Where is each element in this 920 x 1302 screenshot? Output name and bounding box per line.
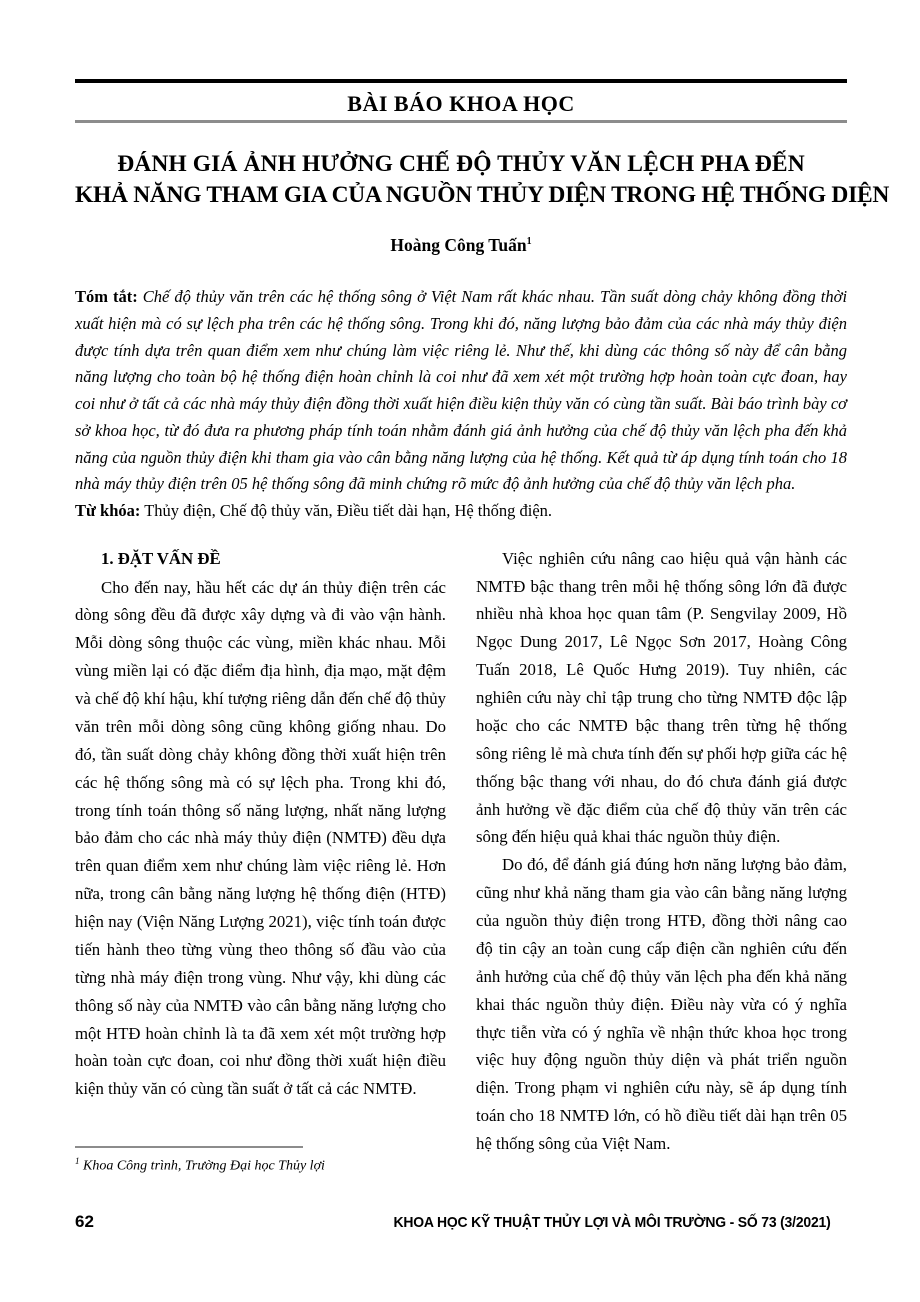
page-title <box>75 149 889 211</box>
header-rule-bottom <box>75 120 847 123</box>
author-affiliation-marker: 1 <box>526 236 532 248</box>
keywords-text: Thủy điện, Chế độ thủy văn, Điều tiết dài hạn, Hệ thống điện. <box>144 500 553 520</box>
section-heading-1: 1. ĐẶT VẤN ĐỀ <box>101 548 221 568</box>
abstract-block <box>75 284 847 498</box>
title-line-2: KHẢ NĂNG THAM GIA CỦA NGUỒN THỦY DIỆN TRONG HỆ THỐNG DIỆN <box>75 182 889 209</box>
author-byline <box>75 235 847 256</box>
page-content <box>75 0 889 1158</box>
footnote-marker: 1 <box>75 1156 80 1166</box>
footnote <box>75 1155 446 1176</box>
author-name: Hoàng Công Tuấn <box>390 235 527 256</box>
abstract-label: Tóm tắt: <box>75 287 138 307</box>
body-columns <box>75 545 847 1158</box>
paragraph-right-1: Việc nghiên cứu nâng cao hiệu quả vận hành các NMTĐ bậc thang trên mỗi hệ thống sông lớn đã được nhiều nhà khoa học quan tâm (P. Sengvilay 2009, Hồ Ngọc Dung 2017, Lê Ngọc Sơn 2017, Hoàng Công Tuấn 2018, Lê Quốc Hưng 2019). Tuy nhiên, các nghiên cứu này chỉ tập trung cho từng NMTĐ độc lập hoặc cho các NMTĐ bậc thang trên từng hệ thống sông riêng lẻ mà chưa tính đến sự phối hợp giữa các hệ thống bậc thang với nhau, do đó chưa đánh giá được ảnh hưởng về đặc điểm của chế độ thủy văn trên các sông đến hiệu quả khai thác nguồn thủy điện. <box>476 548 847 847</box>
footnote-area <box>75 1146 446 1176</box>
journal-banner: BÀI BÁO KHOA HỌC <box>347 91 575 116</box>
column-left <box>75 545 446 1158</box>
page-footer <box>75 1212 847 1232</box>
page-number: 62 <box>75 1212 94 1231</box>
paragraph-left-1: Cho đến nay, hầu hết các dự án thủy điện trên các dòng sông đều đã được xây dựng và đi vào vận hành. Mỗi dòng sông thuộc các vùng, miền khác nhau. Mỗi vùng miền lại có đặc điểm địa hình, địa mạo, mặt đệm và chế độ khí hậu, khí tượng riêng dẫn đến chế độ thủy văn trên mỗi dòng sông cũng không giống nhau. Do đó, tần suất dòng chảy không đồng thời xuất hiện trên các hệ thống sông mà có sự lệch pha. Trong khi đó, trong tính toán thông số năng lượng, nhất năng lượng bảo đảm cho các nhà máy thủy điện (NMTĐ) đều dựa trên quan điểm xem như chúng làm việc riêng lẻ. Hơn nữa, trong cân bằng năng lượng hệ thống điện (HTĐ) hiện nay (Viện Năng Lượng 2021), việc tính toán được tiến hành theo từng vùng theo thông số đầu vào của từng nhà máy điện trong vùng. Như vậy, khi dùng các thông số này của NMTĐ vào cân bằng năng lượng cho một HTĐ hoàn chỉnh là ta đã xem xét một trường hợp hoàn toàn cực đoan, coi như đồng thời xuất hiện điều kiện thủy văn có cùng tần suất ở tất cả các NMTĐ. <box>75 577 446 1099</box>
keywords-block <box>75 498 847 525</box>
keywords-label: Từ khóa: <box>75 500 141 520</box>
footnote-text: Khoa Công trình, Trường Đại học Thủy lợi <box>83 1158 325 1174</box>
title-line-1: ĐÁNH GIÁ ẢNH HƯỞNG CHẾ ĐỘ THỦY VĂN LỆCH PHA ĐẾN <box>117 151 805 178</box>
footer-journal-line: KHOA HỌC KỸ THUẬT THỦY LỢI VÀ MÔI TRƯỜNG - SỐ 73 (3/2021) <box>393 1214 831 1231</box>
paragraph-right-2: Do đó, để đánh giá đúng hơn năng lượng bảo đảm, cũng như khả năng tham gia vào cân bằng năng lượng của nguồn thủy điện trong HTĐ, đồng thời nâng cao độ tin cậy an toàn cung cấp điện cần nghiên cứu đến ảnh hưởng của chế độ thủy văn lệch pha đến khả năng khai thác nguồn thủy điện. Điều này vừa có ý nghĩa thực tiễn vừa có ý nghĩa về nhận thức khoa học trong việc huy động nguồn thủy diện và phát triển nguồn diện. Trong phạm vi nghiên cứu này, sẽ áp dụng tính toán cho 18 NMTĐ lớn, có hồ điều tiết dài hạn trên 05 hệ thống sông của Việt Nam. <box>476 855 847 1154</box>
abstract-text: Chế độ thủy văn trên các hệ thống sông ở Việt Nam rất khác nhau. Tần suất dòng chảy không đồng thời xuất hiện mà có sự lệch pha trên các hệ thống sông. Trong khi đó, năng lượng bảo đảm của các nhà máy thủy điện được tính dựa trên quan điểm xem như chúng làm việc riêng lẻ. Như thế, khi dùng các thông số này để cân bằng năng lượng cho toàn bộ hệ thống điện hoàn chỉnh là coi như đã xem xét một trường hợp hoàn toàn cực đoan, hay coi như ở tất cả các nhà máy thủy điện đồng thời xuất hiện điều kiện thủy văn có cùng tần suất. Bài báo trình bày cơ sở khoa học, từ đó đưa ra phương pháp tính toán nhằm đánh giá ảnh hưởng của chế độ thủy văn lệch pha đến khả năng của nguồn thủy điện khi tham gia vào cân bằng năng lượng của hệ thống. Kết quả từ áp dụng tính toán cho 18 nhà máy thủy điện trên 05 hệ thống sông đã minh chứng rõ mức độ ảnh hưởng của chế độ thủy văn lệch pha. <box>75 287 848 494</box>
footnote-separator <box>75 1146 303 1148</box>
column-right <box>476 545 847 1158</box>
